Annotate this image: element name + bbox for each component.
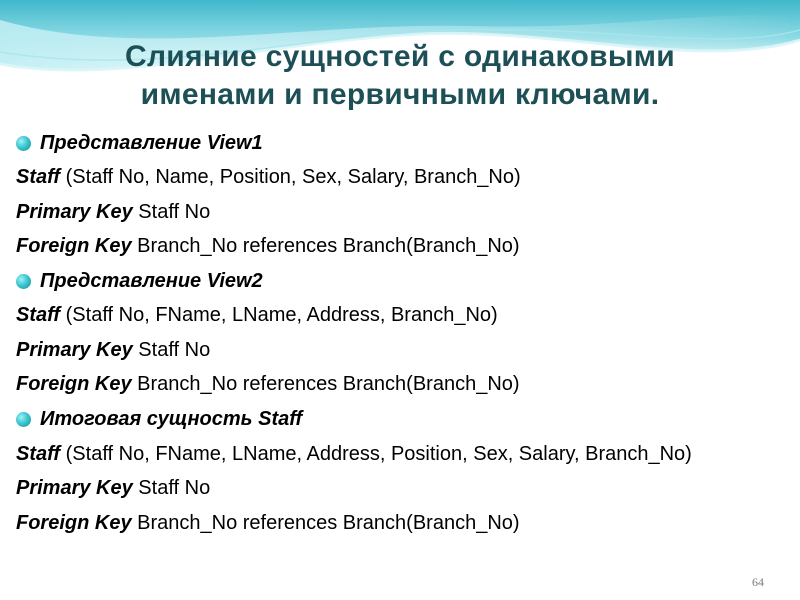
view2-staff-line (16, 299, 786, 334)
foreign-key-value: Branch_No references Branch(Branch_No) (131, 235, 520, 258)
foreign-key-keyword: Foreign Key (16, 511, 132, 534)
primary-key-keyword: Primary Key (16, 477, 133, 500)
primary-key-value: Staff No (132, 200, 211, 223)
result-pk-line (16, 472, 786, 507)
slide-body (16, 126, 786, 541)
staff-attributes: (Staff No, Name, Position, Sex, Salary, Branch_No) (60, 166, 521, 189)
bullet-view2 (16, 264, 786, 299)
title-line-2: именами и первичными ключами. (140, 78, 660, 111)
staff-keyword: Staff (16, 166, 61, 189)
foreign-key-keyword: Foreign Key (16, 235, 132, 258)
primary-key-keyword: Primary Key (16, 338, 133, 361)
foreign-key-value: Branch_No references Branch(Branch_No) (131, 373, 520, 396)
view2-fk-line (16, 368, 786, 403)
staff-keyword: Staff (16, 442, 61, 465)
staff-attributes: (Staff No, FName, LName, Address, Branch_No) (60, 304, 498, 327)
result-fk-line (16, 506, 786, 541)
foreign-key-keyword: Foreign Key (16, 373, 132, 396)
bullet-view1 (16, 126, 786, 161)
view1-pk-line (16, 195, 786, 230)
staff-attributes: (Staff No, FName, LName, Address, Position, Sex, Salary, Branch_No) (60, 442, 692, 465)
foreign-key-value: Branch_No references Branch(Branch_No) (131, 511, 520, 534)
view1-fk-line (16, 230, 786, 265)
page-number: 64 (752, 575, 764, 589)
primary-key-keyword: Primary Key (16, 200, 133, 223)
view1-heading: Представление View1 (40, 131, 263, 154)
primary-key-value: Staff No (132, 338, 211, 361)
result-staff-line (16, 437, 786, 472)
bullet-icon (16, 136, 31, 151)
title-line-1: Слияние сущностей с одинаковыми (124, 40, 675, 73)
view2-heading: Представление View2 (40, 269, 263, 292)
view1-staff-line (16, 161, 786, 196)
primary-key-value: Staff No (132, 477, 211, 500)
bullet-icon (16, 412, 31, 427)
bullet-icon (16, 274, 31, 289)
staff-keyword: Staff (16, 304, 61, 327)
bullet-result (16, 402, 786, 437)
slide-title (0, 38, 800, 114)
view2-pk-line (16, 333, 786, 368)
result-heading: Итоговая сущность Staff (40, 407, 303, 430)
